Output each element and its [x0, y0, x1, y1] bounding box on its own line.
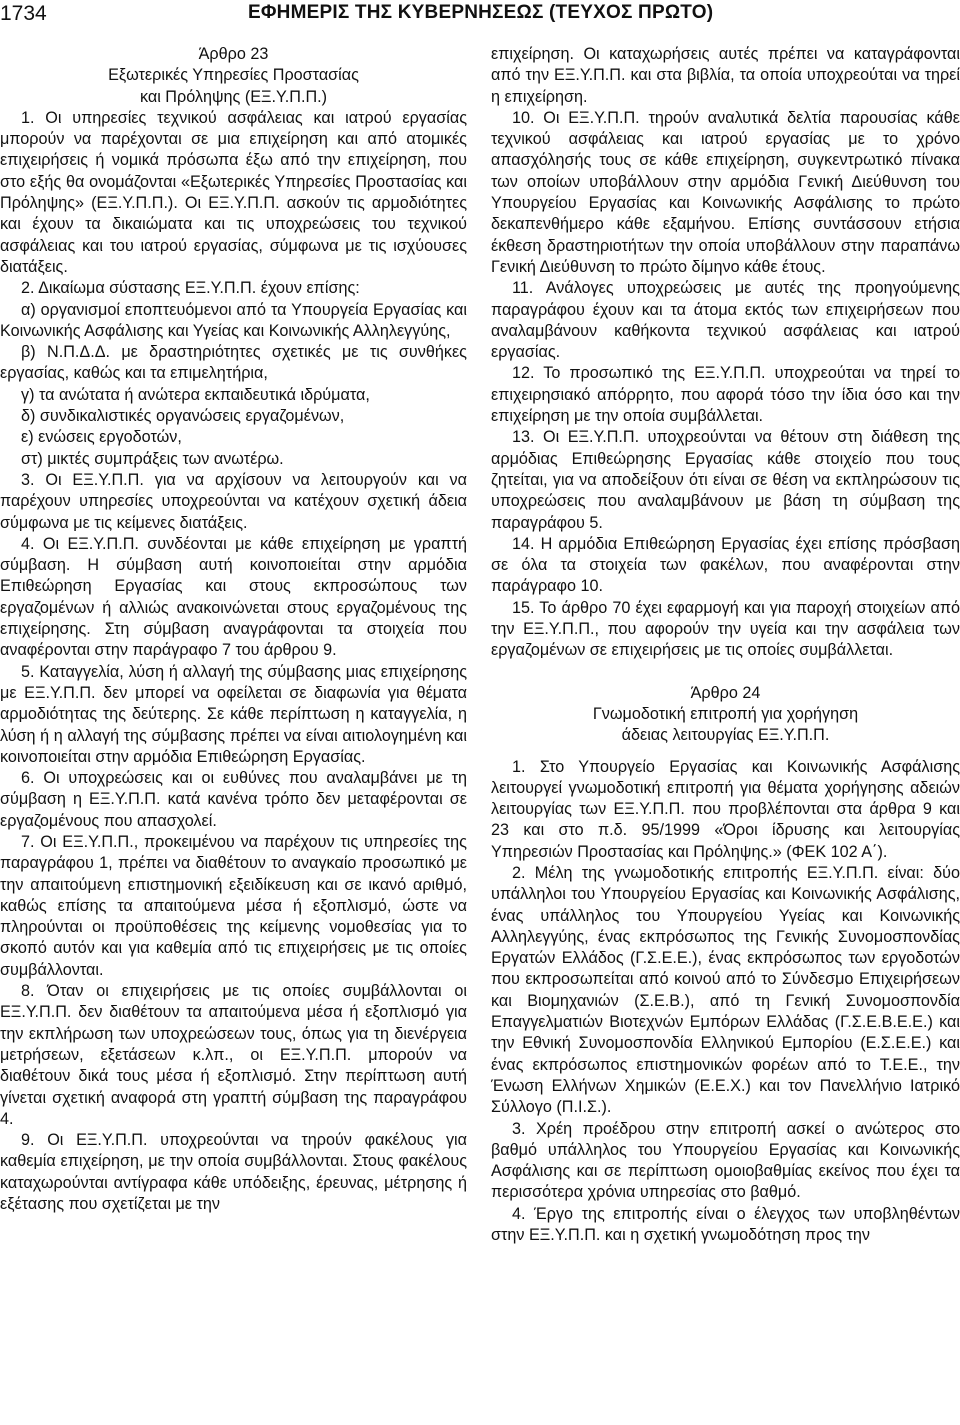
article-23-paragraph: 13. Οι ΕΞ.Υ.Π.Π. υποχρεούνται να θέτουν στη διάθεση της αρμόδιας Επιθεώρησης Εργασίας κάθε στοιχείο που τους ζητείται, για να αποδείξουν ότι είναι σε θέση να εκπληρώσουν τις υποχρεώσεις που αναλαμβάνουν με βάση τη σύμβαση της παραγράφου 5.: [491, 428, 960, 532]
article-24-number: Άρθρο 24: [690, 683, 761, 702]
article-24-title-line2: άδειας λειτουργίας ΕΞ.Υ.Π.Π.: [621, 726, 830, 745]
article-23-paragraph: 14. Η αρμόδια Επιθεώρηση Εργασίας έχει επίσης πρόσβαση σε όλα τα στοιχεία των φακέλων, που αναφέρονται στην παράγραφο 10.: [491, 534, 960, 596]
article-23-paragraph: γ) τα ανώτατα ή ανώτερα εκπαιδευτικά ιδρύματα,: [21, 385, 370, 404]
article-23-paragraph: 11. Ανάλογες υποχρεώσεις με αυτές της προηγούμενης παραγράφου έχουν και τα άτομα εκτός των επιχειρήσεων που αναλαμβάνουν καθήκοντα τεχνικού ασφάλειας και ιατρού εργασίας.: [491, 279, 960, 362]
article-24-title-line1: Γνωμοδοτική επιτροπή για χορήγηση: [592, 704, 859, 723]
article-24-paragraph: 1. Στο Υπουργείο Εργασίας και Κοινωνικής Ασφάλισης λειτουργεί γνωμοδοτική επιτροπή για θέματα χορήγησης αδειών λειτουργίας των ΕΞ.Υ.Π.Π. που προβλέπονται στα άρθρα 9 και 23 και στο π.δ. 95/1999 «Όροι ίδρυσης και λειτουργίας Υπηρεσιών Προστασίας και Πρόληψης.» (ΦΕΚ 102 Α΄).: [491, 757, 960, 861]
article-23-paragraph: 2. Δικαίωμα σύστασης ΕΞ.Υ.Π.Π. έχουν επίσης:: [21, 279, 360, 298]
gazette-title: ΕΦΗΜΕΡΙΣ ΤΗΣ ΚΥΒΕΡΝΗΣΕΩΣ (ΤΕΥΧΟΣ ΠΡΩΤΟ): [248, 2, 714, 23]
article-23-paragraph: β) Ν.Π.Δ.Δ. με δραστηριότητες σχετικές με τις συνθήκες εργασίας, καθώς και τα επιμελητήρια,: [0, 343, 467, 383]
article-23-paragraph: 5. Καταγγελία, λύση ή αλλαγή της σύμβασης μιας επιχείρησης με ΕΞ.Υ.Π.Π. δεν μπορεί να οφείλεται σε διαφωνία για θέματα αρμοδιότητας της δεύτερης. Σε κάθε περίπτωση η καταγγελία, η λύση ή η αλλαγή της σύμβασης πρέπει να είναι αιτιολογημένη και κοινοποιείται στην αρμόδια Επιθεώρηση Εργασίας.: [0, 662, 467, 766]
article-23-paragraph: 9. Οι ΕΞ.Υ.Π.Π. υποχρεούνται να τηρούν φακέλους για καθεμία επιχείρηση, με την οποία συμβάλλονται. Στους φακέλους καταχωρούνται αντίγραφα κάθε υπόδειξης, έρευνας, μέτρησης ή εξέτασης που σχετίζεται με την: [0, 1131, 467, 1214]
article-23-paragraph: ε) ενώσεις εργοδοτών,: [21, 428, 182, 447]
article-24-paragraph: 3. Χρέη προέδρου στην επιτροπή ασκεί ο ανώτερος στο βαθμό υπάλληλος του Υπουργείου Εργασίας και Κοινωνικής Ασφάλισης και σε περίπτωση ομοιοβαθμίας εκείνος που έχει τα περισσότερα χρόνια υπηρεσίας στο βαθμό.: [491, 1119, 960, 1202]
article-23-number: Άρθρο 23: [198, 45, 269, 63]
article-23-paragraph: επιχείρηση. Οι καταχωρήσεις αυτές πρέπει να καταγράφονται από την ΕΞ.Υ.Π.Π. και στα βιβλία, τα οποία υποχρεούται να τηρεί η επιχείρηση.: [491, 45, 960, 106]
article-23-title-line2: και Πρόληψης (ΕΞ.Υ.Π.Π.): [139, 87, 328, 106]
page-number: 1734: [0, 2, 47, 25]
article-spacer: [491, 747, 960, 757]
article-23-paragraph: 7. Οι ΕΞ.Υ.Π.Π., προκειμένου να παρέχουν τις υπηρεσίες της παραγράφου 1, πρέπει να διαθέτουν το αναγκαίο προσωπικό με την απαιτούμενη επιστημονική εξειδίκευση και σε ικανό αριθμό, καθώς επίσης τα απαιτούμενα μέσα ή εξοπλισμό, ώστε να πληρούνται οι προϋποθέσεις της κείμενης νομοθεσίας για το σκοπό αυτόν και για καθεμία από τις επιχειρήσεις με τις οποίες συμβάλλονται.: [0, 832, 467, 979]
article-23-paragraph: δ) συνδικαλιστικές οργανώσεις εργαζομένων,: [21, 407, 345, 426]
article-23-paragraph: 1. Οι υπηρεσίες τεχνικού ασφάλειας και ιατρού εργασίας μπορούν να παρέχονται σε μια επιχείρηση και από ατομικές επιχειρήσεις ή νομικά πρόσωπα έξω από την επιχείρηση, που στο εξής θα ονομάζονται «Εξωτερικές Υπηρεσίες Προστασίας και Πρόληψης» (ΕΞ.Υ.Π.Π.). Οι ΕΞ.Υ.Π.Π. ασκούν τις αρμοδιότητες και έχουν τα δικαιώματα και τις υποχρεώσεις του τεχνικού ασφάλειας και του ιατρού εργασίας, σύμφωνα με τις ισχύουσες διατάξεις.: [0, 108, 467, 276]
article-23-paragraph: στ) μικτές συμπράξεις των ανωτέρω.: [21, 449, 284, 468]
article-spacer: [491, 662, 960, 683]
article-24-paragraph: 4. Έργο της επιτροπής είναι ο έλεγχος των υποβληθέντων στην ΕΞ.Υ.Π.Π. και η σχετική γνωμοδότηση προς την: [491, 1204, 960, 1245]
article-23-paragraph: 6. Οι υποχρεώσεις και οι ευθύνες που αναλαμβάνει με τη σύμβαση η ΕΞ.Υ.Π.Π. κατά κανένα τρόπο δεν μεταφέρονται σε εργαζομένους που απασχολεί.: [0, 769, 467, 830]
article-23-paragraph: 3. Οι ΕΞ.Υ.Π.Π. για να αρχίσουν να λειτουργούν και να παρέχουν υπηρεσίες υποχρεούνται να κατέχουν σχετική άδεια σύμφωνα με τις κείμενες διατάξεις.: [0, 470, 467, 532]
article-23-title-line1: Εξωτερικές Υπηρεσίες Προστασίας: [108, 66, 359, 85]
article-23-paragraph: 8. Όταν οι επιχειρήσεις με τις οποίες συμβάλλονται οι ΕΞ.Υ.Π.Π. δεν διαθέτουν τα απαιτούμενα μέσα ή εξοπλισμό για την εκπλήρωση των υποχρεώσεων τους, όπως για τη διενέργεια μετρήσεων, εξετάσεων κ.λπ., οι ΕΞ.Υ.Π.Π. μπορούν να διαθέτουν δικά τους μέσα ή εξοπλισμό. Στην περίπτωση αυτή γίνεται σχετική αναφορά στη γραπτή σύμβαση της παραγράφου 4.: [0, 982, 467, 1128]
right-column: [491, 44, 960, 1246]
article-23-paragraph: 10. Οι ΕΞ.Υ.Π.Π. τηρούν αναλυτικά δελτία παρουσίας κάθε τεχνικού ασφάλειας και ιατρού εργασίας με το χρόνο απασχόλησής τους σε κάθε επιχείρηση, συγκεντρωτικό πίνακα των οποίων υποβάλλουν στην αρμόδια Γενική Διεύθυνση του Υπουργείου Εργασίας και Κοινωνικής Ασφάλισης το πρώτο δεκαπενθήμερο κάθε εξαμήνου. Επίσης συντάσσουν ετήσια έκθεση δραστηριοτήτων την οποία υποβάλλουν στην παραπάνω Γενική Διεύθυνση το πρώτο δίμηνο κάθε έτους.: [491, 108, 960, 276]
article-23-paragraph: 15. Το άρθρο 70 έχει εφαρμογή και για παροχή στοιχείων από την ΕΞ.Υ.Π.Π., που αφορούν την υγεία και την ασφάλεια των εργαζομένων σε επιχειρήσεις με τις οποίες συμβάλλεται.: [491, 598, 960, 660]
article-23-paragraph: 12. Το προσωπικό της ΕΞ.Υ.Π.Π. υποχρεούται να τηρεί το επιχειρησιακό απόρρητο, που αφορά τόσο την ίδια όσο και την επιχείρηση με την οποία συμβάλλεται.: [491, 364, 960, 426]
article-24-paragraph: 2. Μέλη της γνωμοδοτικής επιτροπής ΕΞ.Υ.Π.Π. είναι: δύο υπάλληλοι του Υπουργείου Εργασίας και Κοινωνικής Ασφάλισης, ένας υπάλληλος του Υπουργείου Υγείας και Κοινωνικής Αλληλεγγύης, ένας εκπρόσωπος της Γενικής Συνομοσπονδίας Εργατών Ελλάδος (Γ.Σ.Ε.Ε.), ένας εκπρόσωπος των εργοδοτών που εκπροσωπείται από κοινού από το Σύνδεσμο Επιχειρήσεων και Βιομηχανιών (Σ.Ε.Β.), από τη Γενική Συνομοσπονδία Επαγγελματιών Βιοτεχνών Εμπόρων Ελλάδας (Γ.Σ.Ε.Β.Ε.Ε.) και την Εθνική Συνομοσπονδία Ελληνικού Εμπορίου (Ε.Σ.Ε.Ε.) και ένας εκπρόσωπος επιστημονικών φορέων από το Τ.Ε.Ε., την Ένωση Ελλήνων Χημικών (Ε.Ε.Χ.) και τον Πανελλήνιο Ιατρικό Σύλλογο (Π.Ι.Σ.).: [491, 863, 960, 1117]
left-column: [0, 44, 467, 1215]
page-header: [0, 2, 960, 30]
article-23-paragraph: 4. Οι ΕΞ.Υ.Π.Π. συνδέονται με κάθε επιχείρηση με γραπτή σύμβαση. Η σύμβαση αυτή κοινοποιείται στην αρμόδια Επιθεώρηση Εργασίας και στους εκπροσώπους των εργαζομένων ή αλλιώς ανακοινώνεται στους εργαζομένους της επιχείρησης. Στη σύμβαση αναγράφονται τα στοιχεία που αναφέρονται στην παράγραφο 7 του άρθρου 9.: [0, 534, 467, 660]
article-23-paragraph: α) οργανισμοί εποπτευόμενοι από τα Υπουργεία Εργασίας και Κοινωνικής Ασφάλισης και Υγείας και Κοινωνικής Αλληλεγγύης,: [0, 300, 467, 340]
